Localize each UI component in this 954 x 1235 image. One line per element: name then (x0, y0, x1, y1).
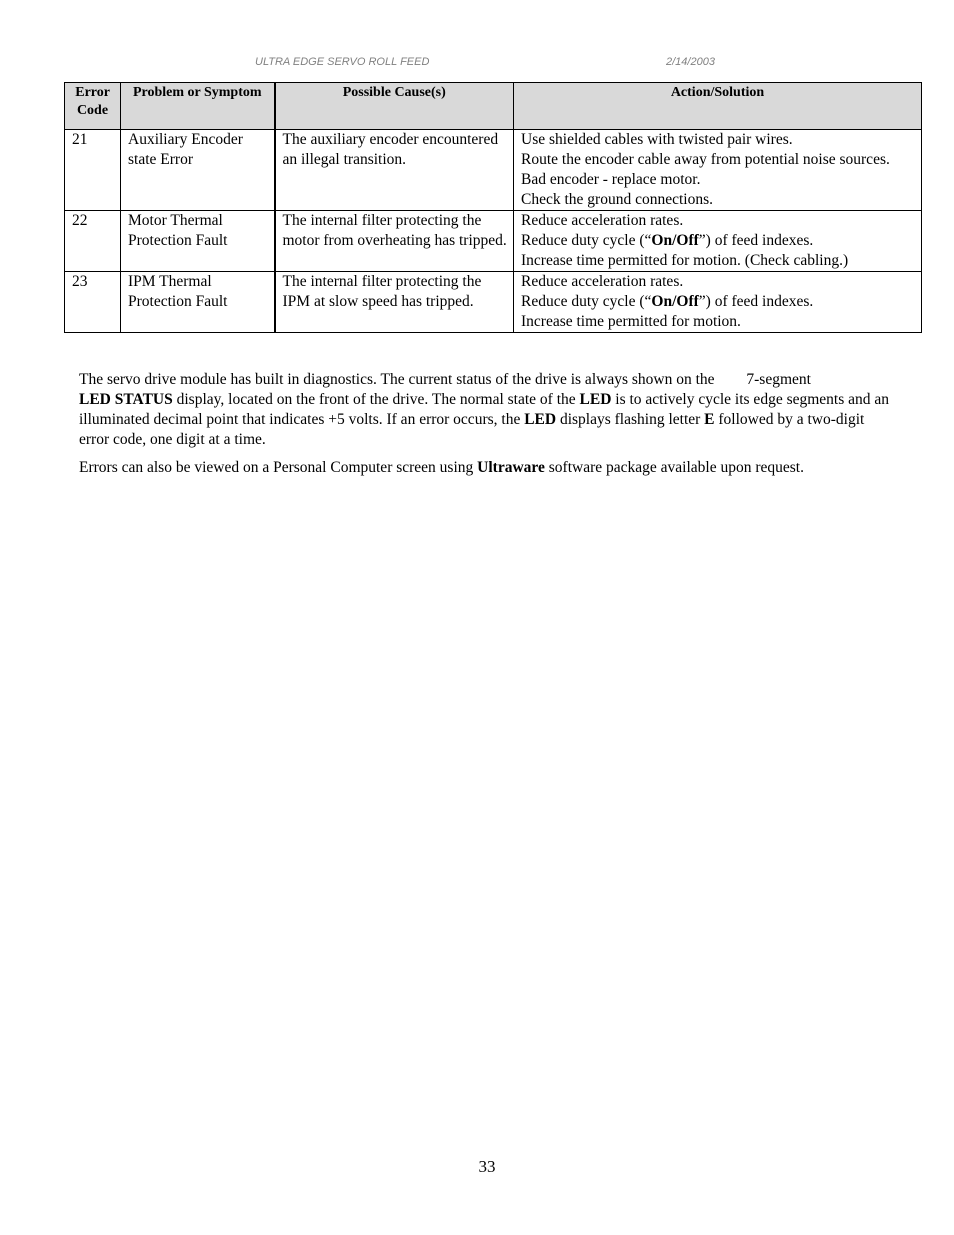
diagnostics-paragraph (79, 370, 891, 450)
ultraware-paragraph (79, 458, 891, 478)
error-code-cell: 21 (65, 130, 121, 211)
table-row (65, 272, 922, 333)
page-number: 33 (478, 1157, 496, 1176)
header-line: Code (76, 103, 109, 118)
header-line: Error (75, 85, 110, 100)
cause-cell: The internal filter protecting the motor from overheating has tripped. (275, 211, 514, 272)
error-code-table (64, 82, 922, 333)
table-row (65, 130, 922, 211)
error-code-cell: 22 (65, 211, 121, 272)
table-header-row (65, 83, 922, 130)
bold-term: Ultraware (477, 459, 545, 476)
body-text: displays flashing letter (556, 411, 705, 428)
action-line: Route the encoder cable away from potential noise sources. (521, 151, 890, 168)
action-text: Reduce duty cycle (“ (521, 293, 652, 310)
action-line: Check the ground connections. (521, 191, 713, 208)
bold-term: LED (579, 391, 612, 408)
error-code-cell: 23 (65, 272, 121, 333)
action-line: Increase time permitted for motion. (Check cabling.) (521, 252, 849, 269)
running-header-date: 2/14/2003 (666, 56, 715, 68)
body-text: display, located on the front of the drive. The normal state of the (172, 391, 580, 408)
action-text: ”) of feed indexes. (698, 232, 814, 249)
body-text: The servo drive module has built in diagnostics. The current status of the drive is always shown on the (79, 371, 719, 388)
problem-cell: Motor Thermal Protection Fault (121, 211, 275, 272)
body-text: 7-segment (746, 371, 811, 388)
cause-cell: The internal filter protecting the IPM at slow speed has tripped. (275, 272, 514, 333)
running-header-title: ULTRA EDGE SERVO ROLL FEED (255, 56, 430, 68)
bold-term: E (704, 411, 715, 428)
body-text: followed by a two-digit error code, one digit at a time. (79, 411, 865, 448)
action-line: Use shielded cables with twisted pair wires. (521, 131, 793, 148)
action-line: Reduce acceleration rates. (521, 273, 684, 290)
column-header-cause: Possible Cause(s) (275, 83, 514, 130)
body-text: software package available upon request. (544, 459, 804, 476)
column-header-problem (121, 83, 275, 130)
action-text: Reduce duty cycle (“ (521, 232, 652, 249)
header-line: Problem or (132, 85, 201, 100)
problem-cell: IPM Thermal Protection Fault (121, 272, 275, 333)
table-row (65, 211, 922, 272)
bold-term: LED (524, 411, 557, 428)
action-line (521, 292, 916, 312)
action-cell (514, 272, 922, 333)
action-line (521, 231, 916, 251)
header-line: Symptom (203, 85, 262, 100)
action-line: Increase time permitted for motion. (521, 313, 741, 330)
body-text: Errors can also be viewed on a Personal Computer screen using (79, 459, 478, 476)
on-off-bold: On/Off (651, 293, 699, 310)
column-header-action: Action/Solution (514, 83, 922, 130)
action-line: Bad encoder - replace motor. (521, 171, 701, 188)
body-text: is to actively cycle its edge segments and an illuminated decimal point that indicates +5 volts. If an error occurs, the (79, 391, 890, 428)
action-text: ”) of feed indexes. (698, 293, 814, 310)
bold-term: LED STATUS (79, 391, 173, 408)
on-off-bold: On/Off (651, 232, 699, 249)
column-header-error-code (65, 83, 121, 130)
problem-cell: Auxiliary Encoder state Error (121, 130, 275, 211)
cause-cell: The auxiliary encoder encountered an illegal transition. (275, 130, 514, 211)
action-cell (514, 130, 922, 211)
action-cell (514, 211, 922, 272)
action-line: Reduce acceleration rates. (521, 212, 684, 229)
